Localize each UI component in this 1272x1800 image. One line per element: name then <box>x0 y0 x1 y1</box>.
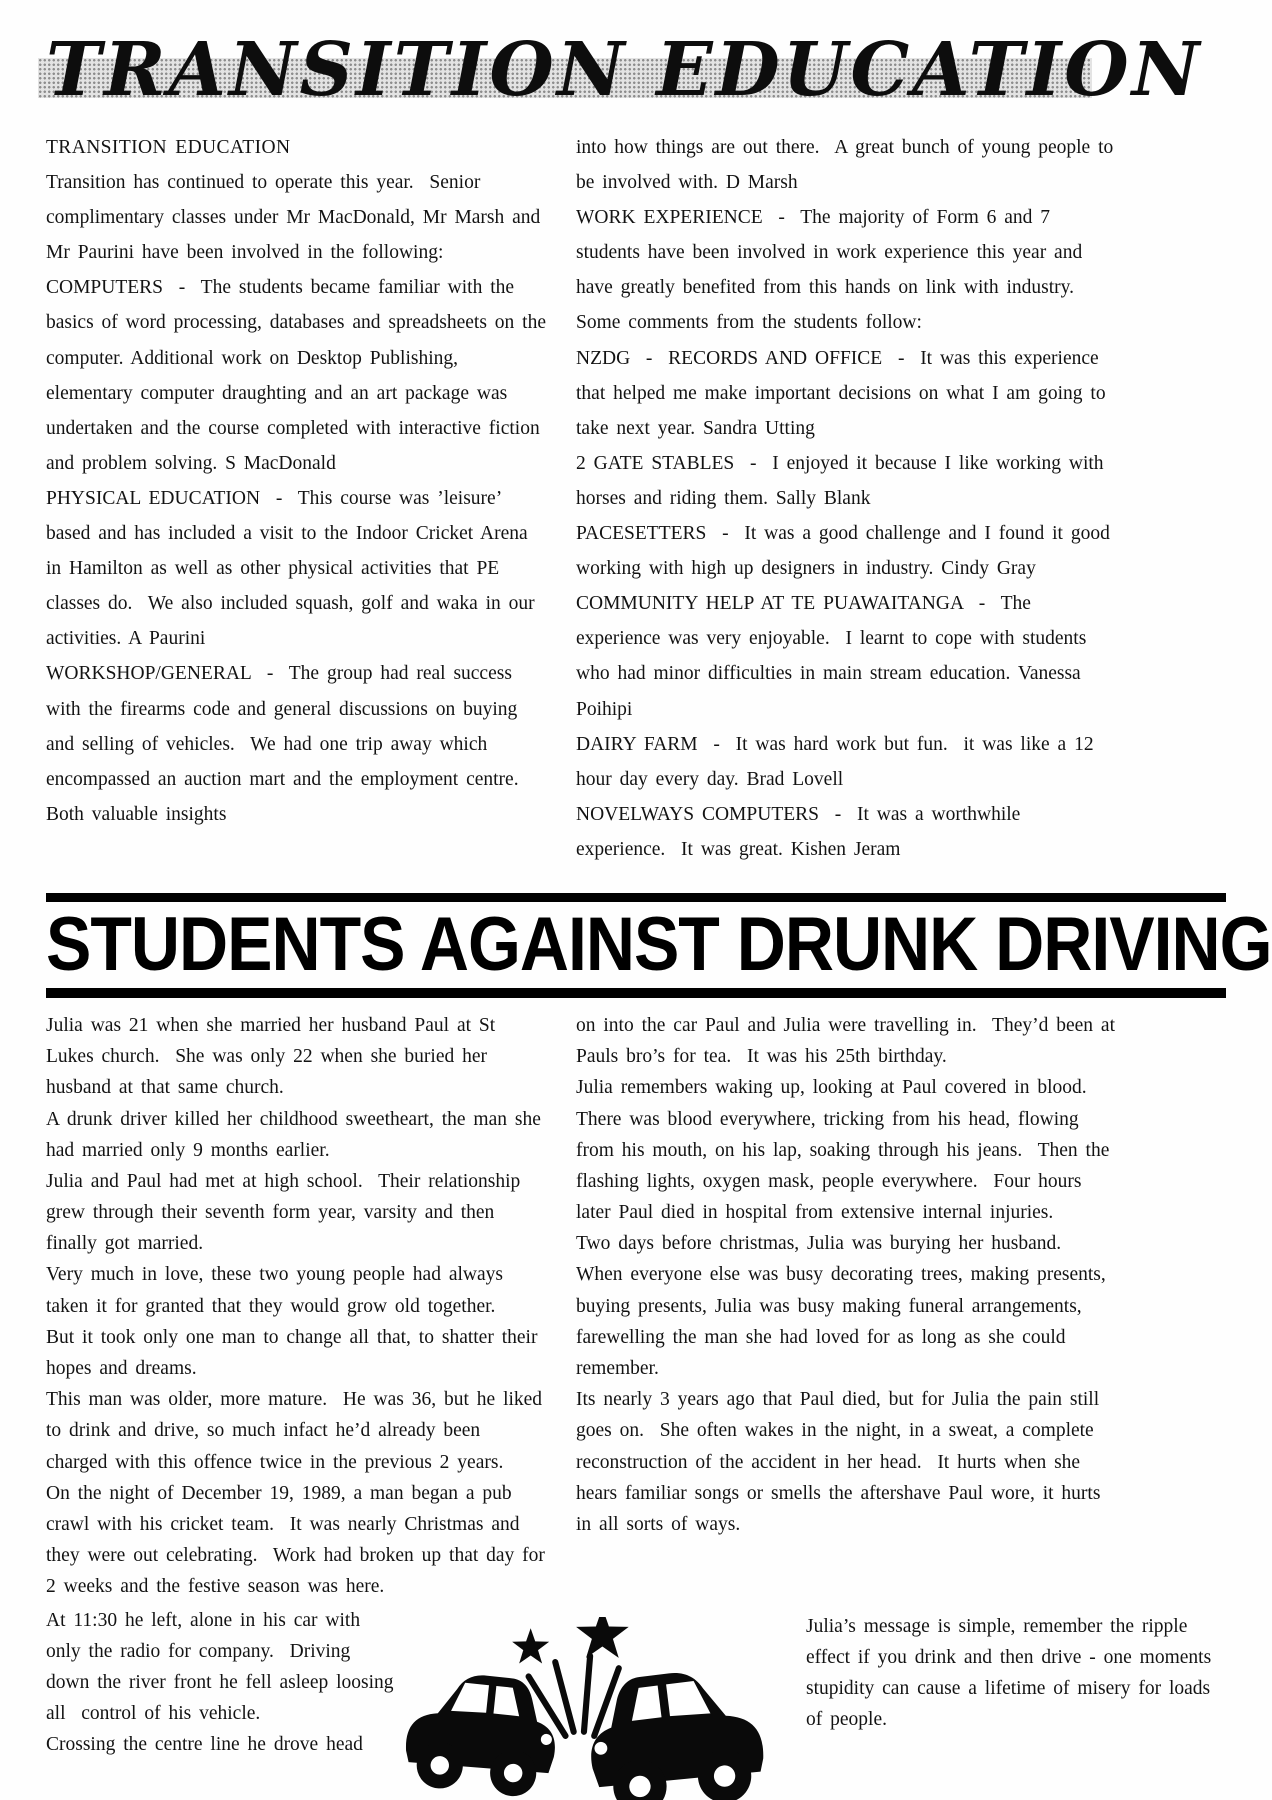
paragraph: Julia and Paul had met at high school. Their relationship grew through their seventh form year, varsity and then finally got married. <box>46 1170 529 1255</box>
sadd-right-column <box>576 1010 1226 1603</box>
transition-right-column <box>576 130 1226 867</box>
paragraph: NOVELWAYS COMPUTERS - It was a worthwhile experience. It was great. Kishen Jeram <box>576 803 1029 860</box>
paragraph: PHYSICAL EDUCATION - This course was ’leisure’ based and has included a visit to the Indoor Cricket Arena in Hamilton as well as other physical activities that PE classes do. We also included squash, golf and waka in our activities. A Paurini <box>46 487 543 650</box>
paragraph: Its nearly 3 years ago that Paul died, but for Julia the pain still goes on. She often wakes in the night, in a sweat, a complete reconstruction of the accident in her head. It hurts when she hears familiar songs or smells the aftershave Paul wore, it hurts in all sorts of ways. <box>576 1389 1109 1535</box>
paragraph: Julia was 21 when she married her husband Paul at St Lukes church. She was only 22 when she buried her husband at that same church. <box>46 1014 504 1099</box>
paragraph: Two days before christmas, Julia was burying her husband. When everyone else was busy decorating trees, making presents, buying presents, Julia was busy making funeral arrangements, farewelling the man she had loved for as long as she could remember. <box>576 1233 1114 1380</box>
paragraph: into how things are out there. A great bunch of young people to be involved with. D Marsh <box>576 137 1122 194</box>
paragraph: WORKSHOP/GENERAL - The group had real success with the firearms code and general discussions on buying and selling of vehicles. We had one trip away which encompassed an auction mart and the employment centre. Both valuable insights <box>46 663 535 825</box>
car-crash-icon <box>390 1617 786 1800</box>
transition-left-column <box>46 130 554 867</box>
paragraph: Transition has continued to operate this year. Senior complimentary classes under Mr MacDonald, Mr Marsh and Mr Paurini have been involved in the following: <box>46 172 549 264</box>
paragraph: COMPUTERS - The students became familiar with the basics of word processing, databases and spreadsheets on the computer. Additional work on Desktop Publishing, elementary computer draughting and an art package was undertaken and the course completed with interactive fiction and problem solving. S MacDonald <box>46 277 554 474</box>
paragraph: WORK EXPERIENCE - The majority of Form 6 and 7 students have been involved in work experience this year and have greatly benefited from this hands on link with industry. Some comments from the students follow: <box>576 207 1091 334</box>
sadd-left-column <box>46 1010 553 1603</box>
paragraph: This man was older, more mature. He was 36, but he liked to drink and drive, so much infact he’d already been charged with this offence twice in the previous 2 years. <box>46 1389 550 1473</box>
sadd-headline: STUDENTS AGAINST DRUNK DRIVING <box>46 901 1272 987</box>
sadd-bottom-row <box>46 1605 1226 1800</box>
paragraph: Very much in love, these two young people had always taken it for granted that they would grow old together. <box>46 1264 511 1317</box>
paragraph: Crossing the centre line he drove head <box>46 1734 363 1756</box>
paragraph: PACESETTERS - It was a good challenge and I found it good working with high up designers in industry. Cindy Gray <box>576 523 1118 580</box>
paragraph: But it took only one man to change all that, to shatter their hopes and dreams. <box>46 1326 546 1380</box>
paragraph: Julia’s message is simple, remember the ripple effect if you drink and then drive - one moments stupidity can cause a lifetime of misery for loads of people. <box>806 1615 1220 1731</box>
paragraph: NZDG - RECORDS AND OFFICE - It was this experience that helped me make important decisions on what I am going to take next year. Sandra Utting <box>576 347 1114 439</box>
sadd-headline-banner <box>46 893 1272 998</box>
paragraph: 2 GATE STABLES - I enjoyed it because I like working with horses and riding them. Sally Blank <box>576 452 1112 509</box>
paragraph: Julia remembers waking up, looking at Paul covered in blood. There was blood everywhere, tricking from his head, flowing from his mouth, on his lap, soaking through his jeans. Then the flashing lights, oxygen mask, people everywhere. Four hours later Paul died in hospital from extensive internal injuries. <box>576 1077 1118 1224</box>
paragraph: On the night of December 19, 1989, a man began a pub crawl with his cricket team. It was nearly Christmas and they were out celebrating. Work had broken up that day for 2 weeks and the festive season was here. <box>46 1482 553 1598</box>
page-title: TRANSITION EDUCATION <box>46 27 1203 113</box>
paragraph: A drunk driver killed her childhood sweetheart, the man she had married only 9 months earlier. <box>46 1108 549 1161</box>
paragraph: on into the car Paul and Julia were travelling in. They’d been at Pauls bro’s for tea. It was his 25th birthday. <box>576 1014 1123 1068</box>
transition-education-section <box>46 130 1226 867</box>
paragraph: At 11:30 he left, alone in his car with only the radio for company. Driving down the river front he fell asleep loosing all control of his vehicle. <box>46 1609 402 1725</box>
section-heading: TRANSITION EDUCATION <box>46 137 291 158</box>
page-header <box>46 18 1226 122</box>
sadd-section <box>46 1010 1226 1800</box>
sadd-bottom-left-text <box>46 1605 402 1761</box>
paragraph: DAIRY FARM - It was hard work but fun. it was like a 12 hour day every day. Brad Lovell <box>576 733 1102 790</box>
sadd-bottom-right-text <box>790 1605 1226 1736</box>
paragraph: COMMUNITY HELP AT TE PUAWAITANGA - The experience was very enjoyable. I learnt to cope with students who had minor difficulties in main stream education. Vanessa Poihipi <box>576 593 1095 720</box>
